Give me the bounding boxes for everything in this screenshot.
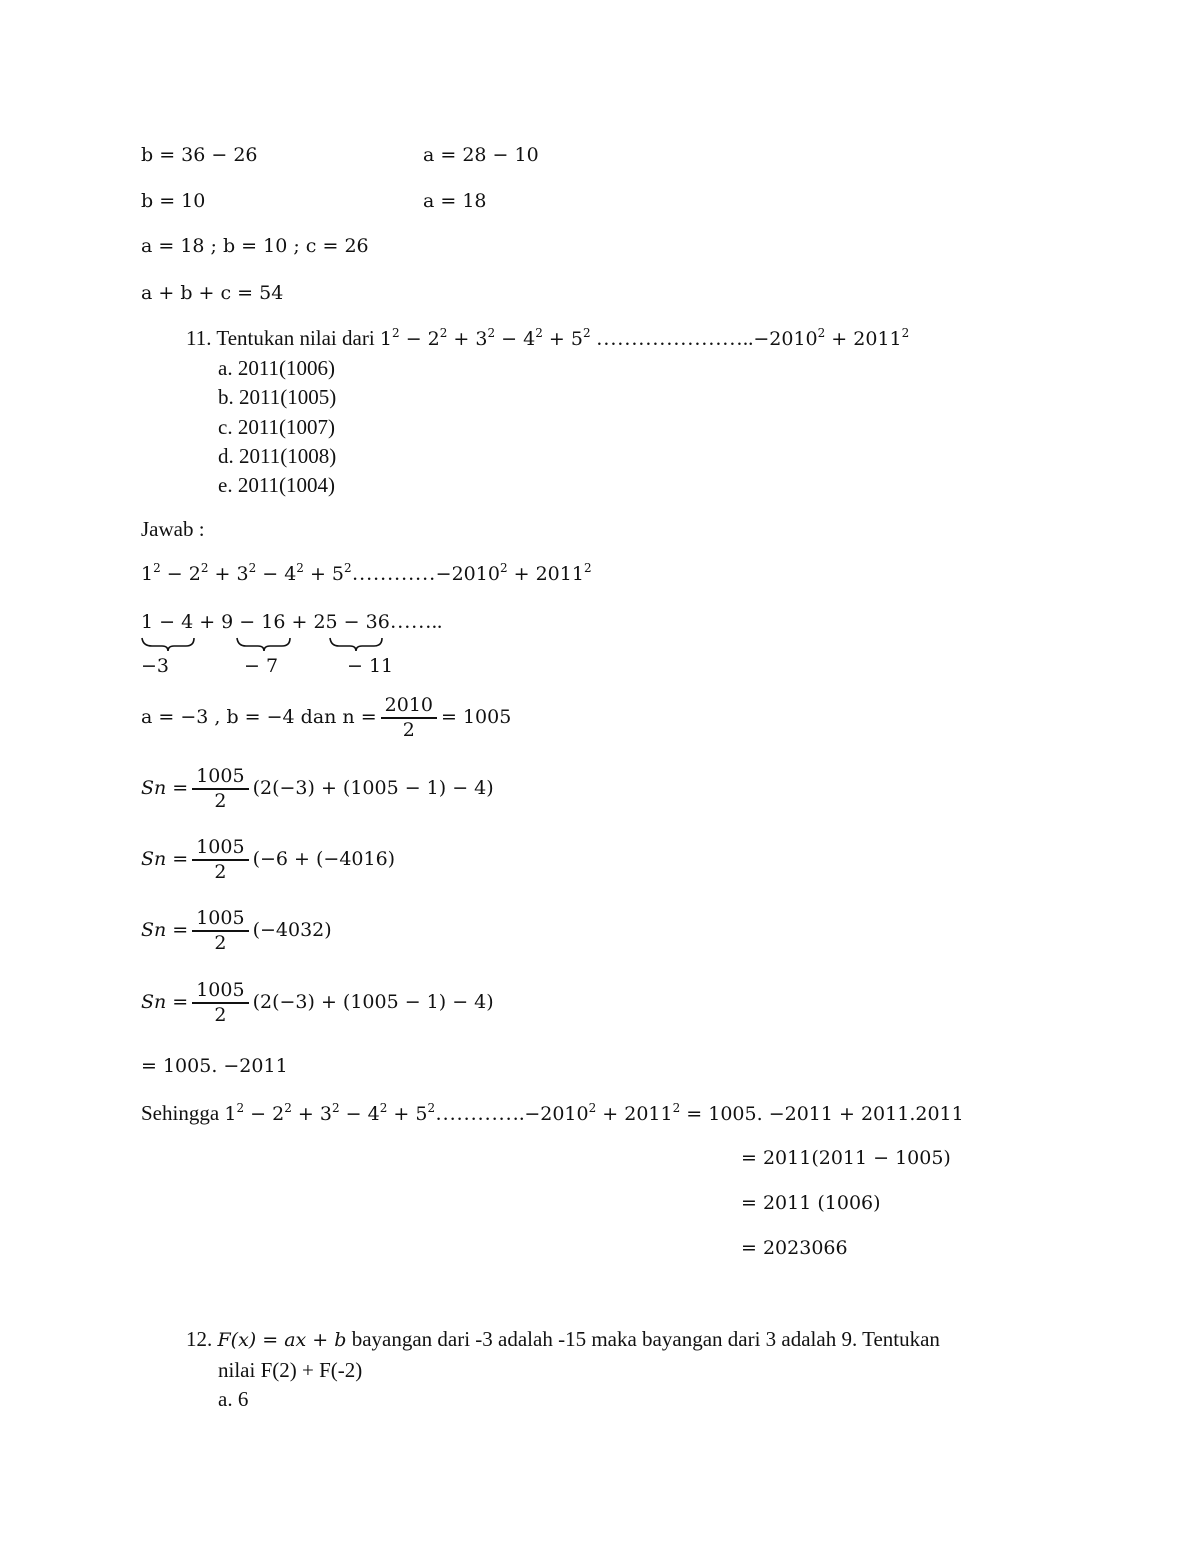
question-11 xyxy=(186,328,909,349)
underbrace-3 xyxy=(330,638,382,651)
equation-b-36-26: b = 36 − 26 xyxy=(141,144,258,166)
answer-series: $1^2 - 2^2 + 3^2 - 4^2$ + $5^2\dots\dots\dots\dots-2010^2 + 2011^2$ xyxy=(141,561,592,585)
equation-b-10: b = 10 xyxy=(141,190,206,212)
equation-abc-values: a = 18 ; b = 10 ; c = 26 xyxy=(141,235,369,257)
underbrace-1 xyxy=(142,638,194,651)
sn-result: = 1005. −2011 xyxy=(141,1055,288,1077)
sn-step-3: Sn = $\frac{1005}{2}$ (−4032) xyxy=(141,907,332,954)
question-number: 12. xyxy=(186,1327,213,1351)
conclusion-step-3: = 2023066 xyxy=(741,1237,848,1259)
question-expression-end: $-2010^2 + 2011^2$ xyxy=(753,326,910,350)
group-result-2: − 7 xyxy=(244,655,279,677)
question-number: 11. xyxy=(186,326,212,350)
equation-abc-sum: a + b + c = 54 xyxy=(141,282,284,304)
parameters-line: a = −3 , b = −4 dan n = $\frac{2010}{2}$ = 1005 xyxy=(141,694,512,741)
question-12 xyxy=(186,1329,940,1350)
answer-expansion: 1 − 4 + 9 − 16 + 25 − 36…….. xyxy=(141,609,443,633)
sn-step-4: Sn = $\frac{1005}{2}$ (2(−3) + (1005 − 1) − 4) xyxy=(141,979,494,1026)
equation-a-28-10: a = 28 − 10 xyxy=(423,144,539,166)
question-prompt: Tentukan nilai dari xyxy=(216,326,375,350)
option-e: e. 2011(1004) xyxy=(218,473,336,497)
underbrace-2 xyxy=(237,638,290,651)
sn-step-2: Sn = $\frac{1005}{2}$ (−6 + (−4016) xyxy=(141,836,396,883)
option-c: c. 2011(1007) xyxy=(218,415,336,439)
group-result-1: −3 xyxy=(141,655,170,677)
conclusion-step-1: = 2011(2011 − 1005) xyxy=(741,1147,951,1169)
option-a: a. 2011(1006) xyxy=(218,356,336,380)
conclusion-line: Sehingga $1^2 - 2^2 + 3^2 - 4^2$ + $5^2\dots\dots\dots\dots.-2010^2 + 2011^2 = 1005$. −2011 + 2011.2011 xyxy=(141,1101,964,1125)
equation-a-18: a = 18 xyxy=(423,190,487,212)
group-result-3: − 11 xyxy=(347,655,394,677)
option-d: d. 2011(1008) xyxy=(218,444,337,468)
answer-label: Jawab : xyxy=(141,517,205,541)
option-a-q12: a. 6 xyxy=(218,1387,249,1411)
conclusion-step-2: = 2011 (1006) xyxy=(741,1192,881,1214)
question-expression: $1^2 - 2^2 + 3^2 - 4^2 + 5^2$ xyxy=(379,326,591,350)
n-fraction: $\frac{2010}{2}$ xyxy=(381,696,437,740)
question-text: bayangan dari -3 adalah -15 maka bayangan dari 3 adalah 9. Tentukan xyxy=(351,1327,940,1351)
sn-step-1: Sn = $\frac{1005}{2}$ (2(−3) + (1005 − 1) − 4) xyxy=(141,765,494,812)
question-12-line-2: nilai F(2) + F(-2) xyxy=(218,1358,363,1382)
function-expression: F(x) = ax + b xyxy=(217,1329,347,1351)
option-b: b. 2011(1005) xyxy=(218,385,337,409)
question-dots: ………………….. xyxy=(590,326,754,350)
